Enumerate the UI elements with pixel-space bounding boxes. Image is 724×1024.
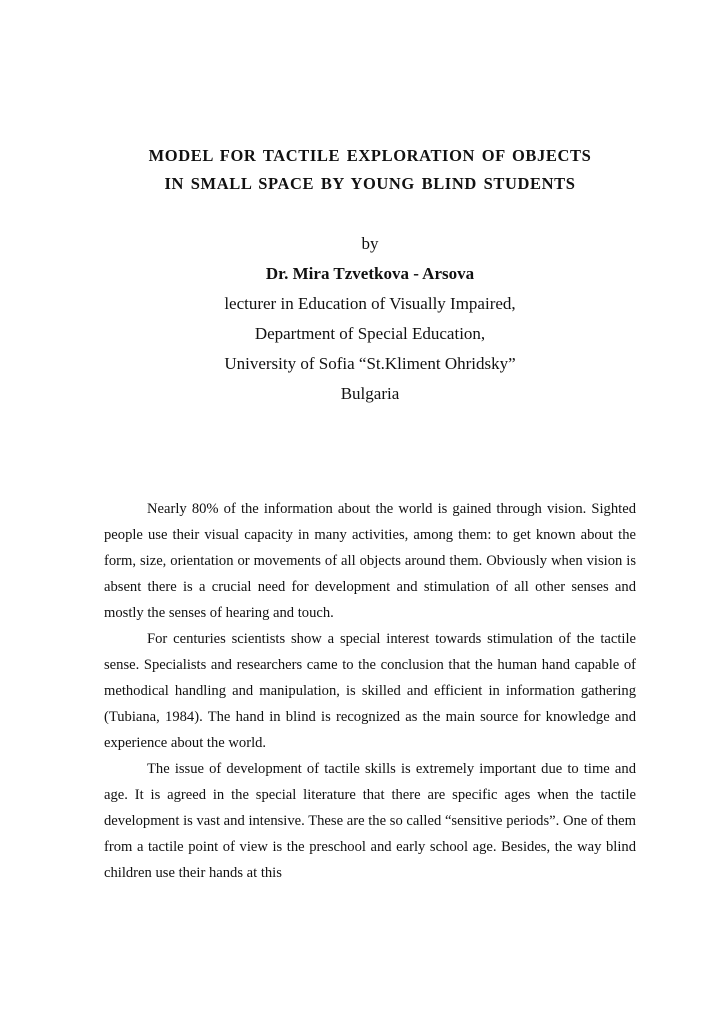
- body-text: [104, 496, 636, 886]
- paragraph: Nearly 80% of the information about the world is gained through vision. Sighted people use their visual capacity in many activities, among them: to get known about the form, size, orientation or movements of all objects around them. Obviously when vision is absent there is a crucial need for development and stimulation of all other senses and mostly the senses of hearing and touch.: [104, 501, 636, 621]
- paper-title: [60, 142, 680, 198]
- paragraph: For centuries scientists show a special interest towards stimulation of the tactile sense. Specialists and researchers came to the conclusion that the human hand capable of methodical handling and manipulation, is skilled and efficient in information gathering (Tubiana, 1984). The hand in blind is recognized as the main source for knowledge and experience about the world.: [104, 631, 636, 751]
- author-country: Bulgaria: [340, 384, 400, 403]
- author-university: University of Sofia “St.Kliment Ohridsky”: [224, 354, 516, 373]
- author-block: [60, 229, 680, 409]
- title-line-1: MODEL FOR TACTILE EXPLORATION OF OBJECTS: [148, 146, 592, 165]
- author-position: lecturer in Education of Visually Impaired,: [224, 294, 516, 313]
- author-department: Department of Special Education,: [254, 324, 486, 343]
- author-name: Dr. Mira Tzvetkova - Arsova: [265, 264, 475, 283]
- title-line-2: IN SMALL SPACE BY YOUNG BLIND STUDENTS: [164, 174, 576, 193]
- paragraph: The issue of development of tactile skills is extremely important due to time and age. It is agreed in the special literature that there are specific ages when the tactile development is vast and intensive. These are the so called “sensitive periods”. One of them from a tactile point of view is the preschool and early school age. Besides, the way blind children use their hands at this: [104, 761, 636, 881]
- by-label: by: [361, 234, 379, 253]
